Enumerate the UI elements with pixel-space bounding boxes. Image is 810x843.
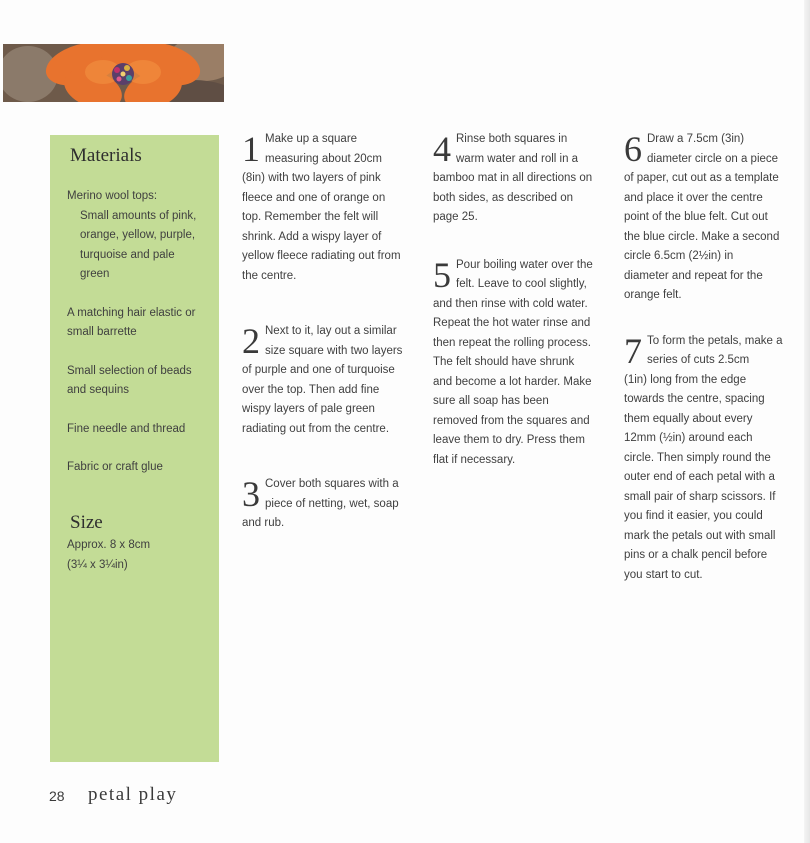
materials-panel	[50, 135, 219, 762]
step-1: 1 Make up a square measuring about 20cm (8in) with two layers of pink fleece and one of orange on top. Remember the felt will shrink. Add a wispy layer of yellow fleece radiating out from the centre.	[242, 129, 401, 282]
step-number: 6	[624, 129, 642, 169]
step-5: 5 Pour boiling water over the felt. Leave to cool slightly, and then rinse with cold water. Repeat the hot water rinse and then repeat the rolling process. The felt should have shrunk and become a lot harder. Make sure all soap has been removed from the squares and leave them to dry. Press them flat if necessary.	[433, 254, 593, 466]
step-number: 2	[242, 321, 260, 361]
instructions-column-3	[624, 130, 796, 611]
step-number: 1	[242, 129, 260, 169]
step-number: 3	[242, 474, 260, 514]
step-2: 2 Next to it, lay out a similar size square with two layers of purple and one of turquoise over the top. Then add fine wispy layers of pale green radiating out from the centre.	[242, 321, 403, 435]
materials-heading: Materials	[70, 145, 142, 166]
step-number: 7	[624, 330, 642, 371]
step-6: 6 Draw a 7.5cm (3in) diameter circle on a piece of paper, cut out as a template and place it over the centre point of the blue felt. Cut out the blue circle. Make a second circle 6.5cm (2½in) in diameter and repeat for the orange felt.	[624, 129, 780, 301]
felt-flower-photo	[3, 44, 224, 102]
materials-list	[67, 187, 217, 497]
material-item: Small amounts of pink, orange, yellow, purple, turquoise and pale green	[80, 209, 197, 280]
material-item: Small selection of beads and sequins	[67, 364, 192, 396]
material-item: Merino wool tops:	[67, 190, 158, 202]
instructions-column-2	[433, 130, 603, 496]
step-3: 3 Cover both squares with a piece of netting, wet, soap and rub.	[242, 474, 399, 529]
step-4: 4 Rinse both squares in warm water and roll in a bamboo mat in all directions on both sides, as described on page 25.	[433, 129, 593, 223]
material-item: A matching hair elastic or small barrette	[67, 306, 196, 338]
material-item: Fabric or craft glue	[67, 461, 163, 473]
step-7: 7 To form the petals, make a series of cuts 2.5cm (1in) long from the edge towards the centre, spacing them equally about every 12mm (½in) around each circle. Then simply round the outer end of each petal with a small pair of sharp scissors. If you find it easier, you could mark the petals out with small pins or a chalk pencil before you start to cut.	[624, 330, 783, 581]
instructions-column-1	[242, 130, 412, 560]
size-heading: Size	[70, 512, 103, 533]
page-number: 28	[49, 788, 65, 804]
material-item: Fine needle and thread	[67, 422, 186, 435]
page-edge	[804, 0, 810, 843]
step-number: 5	[433, 254, 451, 295]
step-number: 4	[433, 129, 451, 169]
size-text: Approx. 8 x 8cm (3¼ x 3¼in)	[67, 539, 151, 571]
section-title: petal play	[88, 784, 178, 805]
